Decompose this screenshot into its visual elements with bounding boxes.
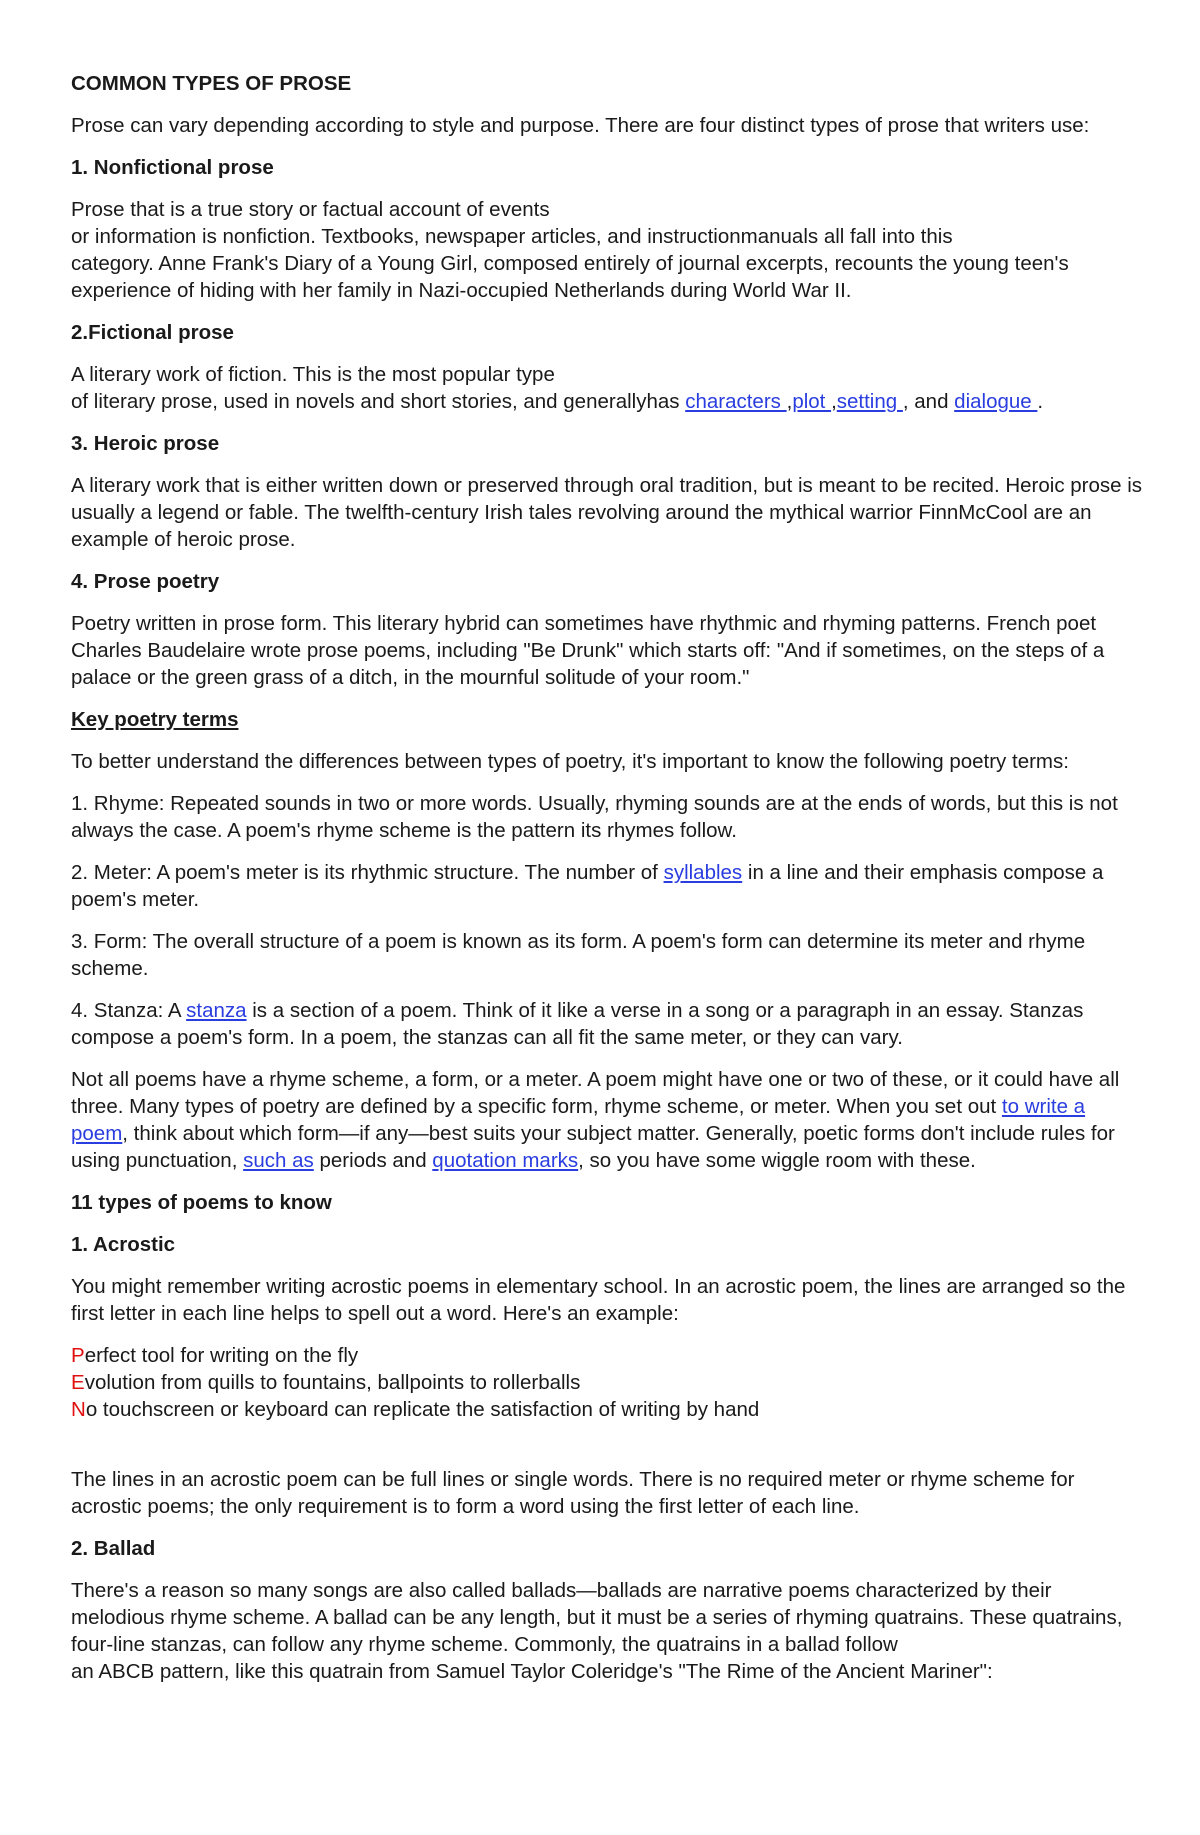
acrostic-first-letter: E [71,1371,85,1394]
acrostic-line [71,1342,1146,1369]
characters-link[interactable]: characters [685,390,787,413]
meter-text: 2. Meter: A poem's meter is its rhythmic structure. The number of [71,861,664,884]
key-terms-heading: Key poetry terms [71,708,239,731]
separator: , and [902,390,955,413]
acrostic-first-letter: N [71,1398,86,1421]
nonfiction-line-3: category. Anne Frank's Diary of a Young Girl, composed entirely of journal excerpts, recounts the young teen's experience of hiding with her family in Nazi-occupied Netherlands during World War II. [71,252,1069,302]
fiction-paragraph [71,361,1146,415]
types-heading: 11 types of poems to know [71,1191,332,1214]
nonfiction-line-1: Prose that is a true story or factual account of events [71,198,550,221]
stanza-text-end: is a section of a poem. Think of it like a verse in a song or a paragraph in an essay. Stanzas compose a poem's form. In a poem, the stanzas can all fit the same meter, or they can vary. [71,999,1084,1049]
ballad-text-2: an ABCB pattern, like this quatrain from Samuel Taylor Coleridge's "The Rime of the Ancient Mariner": [71,1660,993,1683]
document-page [71,70,1146,1700]
not-all-poems-paragraph [71,1066,1146,1174]
notall-text-d: , so you have some wiggle room with these. [578,1149,976,1172]
heroic-heading: 3. Heroic prose [71,432,220,455]
stanza-text: 4. Stanza: A [71,999,187,1022]
blank-line [71,1423,1146,1450]
meter-text-end: in a line and their emphasis compose a poem's meter. [71,861,1104,911]
intro-paragraph: Prose can vary depending according to style and purpose. There are four distinct types of prose that writers use: [71,114,1090,137]
plot-link[interactable]: plot [792,390,832,413]
page-title: COMMON TYPES OF PROSE [71,72,352,95]
acrostic-rest: erfect tool for writing on the fly [84,1344,359,1367]
write-a-poem-link[interactable]: to write a poem [71,1095,1086,1145]
separator: , [831,390,837,413]
stanza-term [71,997,1146,1051]
prose-poetry-paragraph: Poetry written in prose form. This literary hybrid can sometimes have rhythmic and rhyming patterns. French poet Charles Baudelaire wrote prose poems, including "Be Drunk" which starts off: "And if sometimes, on the steps of a palace or the green grass of a ditch, in the mournful solitude of your room." [71,612,1105,689]
separator: , [786,390,793,413]
acrostic-first-letter: P [71,1344,85,1367]
acrostic-line [71,1369,1146,1396]
heroic-paragraph: A literary work that is either written down or preserved through oral tradition, but is meant to be recited. Heroic prose is usually a legend or fable. The twelfth-century Irish tales revolving around the mythical warrior FinnMcCool are an example of heroic prose. [71,474,1143,551]
rhyme-term: 1. Rhyme: Repeated sounds in two or more words. Usually, rhyming sounds are at the ends of words, but this is not always the case. A poem's rhyme scheme is the pattern its rhymes follow. [71,792,1118,842]
stanza-link[interactable]: stanza [186,999,247,1022]
notall-text-c: periods and [313,1149,433,1172]
nonfiction-heading: 1. Nonfictional prose [71,156,274,179]
acrostic-rest: volution from quills to fountains, ballpoints to rollerballs [84,1371,581,1394]
such-as-link[interactable]: such as [243,1149,314,1172]
acrostic-example [71,1342,1146,1450]
meter-term [71,859,1146,913]
separator: . [1037,390,1044,413]
ballad-text: There's a reason so many songs are also called ballads—ballads are narrative poems characterized by their melodious rhyme scheme. A ballad can be any length, but it must be a series of rhyming quatrains. These quatrains, four-line stanzas, can follow any rhyme scheme. Commonly, the quatrains in a ballad follow [71,1579,1123,1656]
key-terms-intro: To better understand the differences between types of poetry, it's important to know the following poetry terms: [71,750,1069,773]
nonfiction-paragraph [71,196,1146,304]
quotation-marks-link[interactable]: quotation marks [432,1149,579,1172]
acrostic-line [71,1396,1146,1423]
prose-poetry-heading: 4. Prose poetry [71,570,220,593]
ballad-paragraph [71,1577,1146,1685]
acrostic-rest: o touchscreen or keyboard can replicate the satisfaction of writing by hand [85,1398,760,1421]
nonfiction-line-2: or information is nonfiction. Textbooks, newspaper articles, and instructionmanuals all fall into this [71,225,953,248]
ballad-heading: 2. Ballad [71,1537,156,1560]
form-term: 3. Form: The overall structure of a poem is known as its form. A poem's form can determine its meter and rhyme scheme. [71,930,1086,980]
fiction-heading: 2.Fictional prose [71,321,234,344]
acrostic-heading: 1. Acrostic [71,1233,176,1256]
fiction-line-1: A literary work of fiction. This is the most popular type [71,363,555,386]
acrostic-intro: You might remember writing acrostic poems in elementary school. In an acrostic poem, the lines are arranged so the first letter in each line helps to spell out a word. Here's an example: [71,1275,1126,1325]
fiction-line-2: of literary prose, used in novels and short stories, and generallyhas [71,390,686,413]
dialogue-link[interactable]: dialogue [954,390,1038,413]
syllables-link[interactable]: syllables [663,861,743,884]
notall-text-b: , think about which form—if any—best suits your subject matter. Generally, poetic forms don't include rules for using punctuation, [71,1122,1115,1172]
acrostic-outro: The lines in an acrostic poem can be full lines or single words. There is no required meter or rhyme scheme for acrostic poems; the only requirement is to form a word using the first letter of each line. [71,1468,1075,1518]
notall-text-a: Not all poems have a rhyme scheme, a form, or a meter. A poem might have one or two of these, or it could have all three. Many types of poetry are defined by a specific form, rhyme scheme, or meter. When you set out [71,1068,1120,1118]
setting-link[interactable]: setting [836,390,903,413]
